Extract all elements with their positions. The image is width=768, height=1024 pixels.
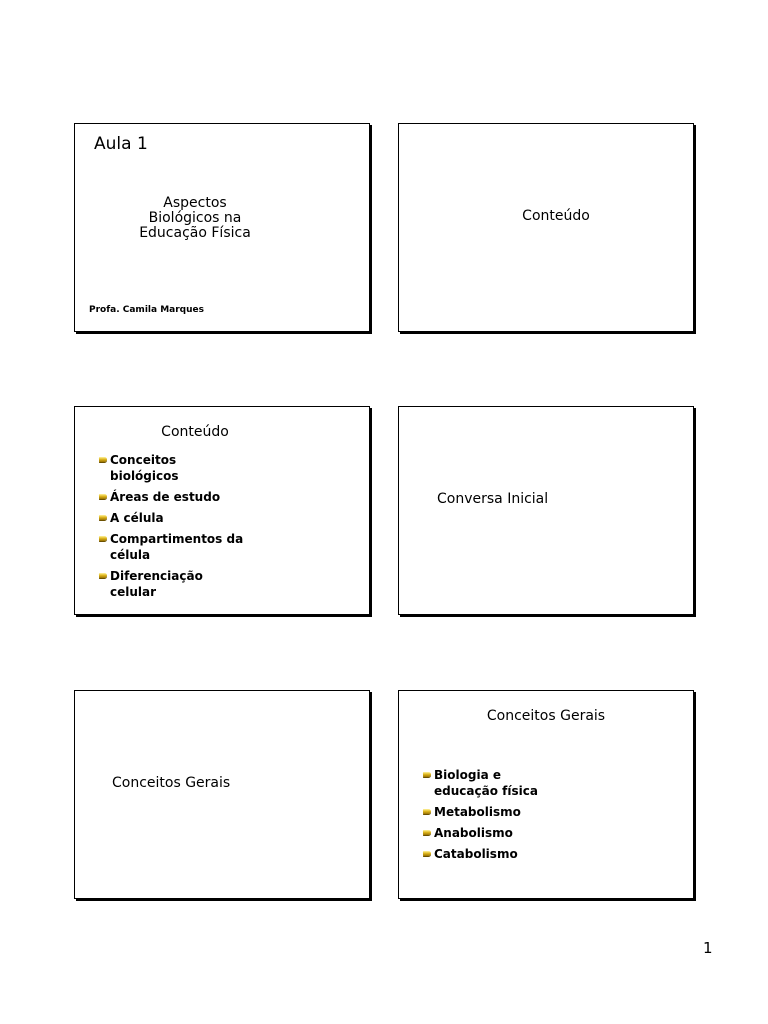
- slide-5-conceitos-gerais: [74, 690, 370, 899]
- slide-6-bullet-list: [423, 767, 573, 867]
- bullet-text-line: biológicos: [110, 469, 179, 483]
- slide-3-bullet-list: [99, 452, 269, 605]
- list-item: [99, 568, 269, 600]
- bullet-icon: [99, 573, 107, 578]
- slide-1-author: Profa. Camila Marques: [89, 305, 204, 315]
- bullet-icon: [423, 809, 431, 814]
- bullet-text-line: Metabolismo: [434, 805, 521, 819]
- list-item: [99, 510, 269, 526]
- slide-4-conversa-inicial: [398, 406, 694, 615]
- subtitle-line: Aspectos: [163, 195, 227, 211]
- page-number: 1: [703, 939, 713, 957]
- bullet-icon: [423, 772, 431, 777]
- slide-6-title: Conceitos Gerais: [486, 708, 606, 724]
- subtitle-line: Biológicos na: [148, 210, 242, 226]
- slide-5-title: Conceitos Gerais: [112, 775, 231, 791]
- slide-3-title: Conteúdo: [161, 424, 229, 440]
- slide-6-conceitos-gerais-list: [398, 690, 694, 899]
- bullet-text-line: Diferenciação: [110, 569, 203, 583]
- slide-1-heading: Aula 1: [94, 134, 148, 154]
- list-item: [423, 804, 573, 820]
- slide-3-conteudo-list: [74, 406, 370, 615]
- slide-2-conteudo: [398, 123, 694, 332]
- bullet-text-line: educação física: [434, 784, 538, 798]
- bullet-text-line: Anabolismo: [434, 826, 513, 840]
- list-item: [423, 767, 573, 799]
- bullet-text-line: Conceitos: [110, 453, 177, 467]
- list-item: [99, 452, 269, 484]
- list-item: [99, 489, 269, 505]
- slide-1-subtitle: [105, 196, 285, 241]
- bullet-icon: [99, 536, 107, 541]
- bullet-text-line: Biologia e: [434, 768, 501, 782]
- bullet-text-line: célula: [110, 548, 151, 562]
- bullet-text-line: Compartimentos da: [110, 532, 244, 546]
- list-item: [423, 825, 573, 841]
- slide-4-title: Conversa Inicial: [437, 491, 549, 507]
- bullet-icon: [423, 830, 431, 835]
- bullet-icon: [99, 494, 107, 499]
- bullet-text-line: A célula: [110, 511, 164, 525]
- subtitle-line: Educação Física: [139, 225, 251, 241]
- slide-2-title: Conteúdo: [522, 208, 590, 224]
- slide-1-title: [74, 123, 370, 332]
- bullet-text-line: Áreas de estudo: [110, 490, 221, 504]
- list-item: [99, 531, 269, 563]
- bullet-icon: [423, 851, 431, 856]
- bullet-text-line: celular: [110, 585, 157, 599]
- bullet-icon: [99, 515, 107, 520]
- list-item: [423, 846, 573, 862]
- bullet-icon: [99, 457, 107, 462]
- bullet-text-line: Catabolismo: [434, 847, 518, 861]
